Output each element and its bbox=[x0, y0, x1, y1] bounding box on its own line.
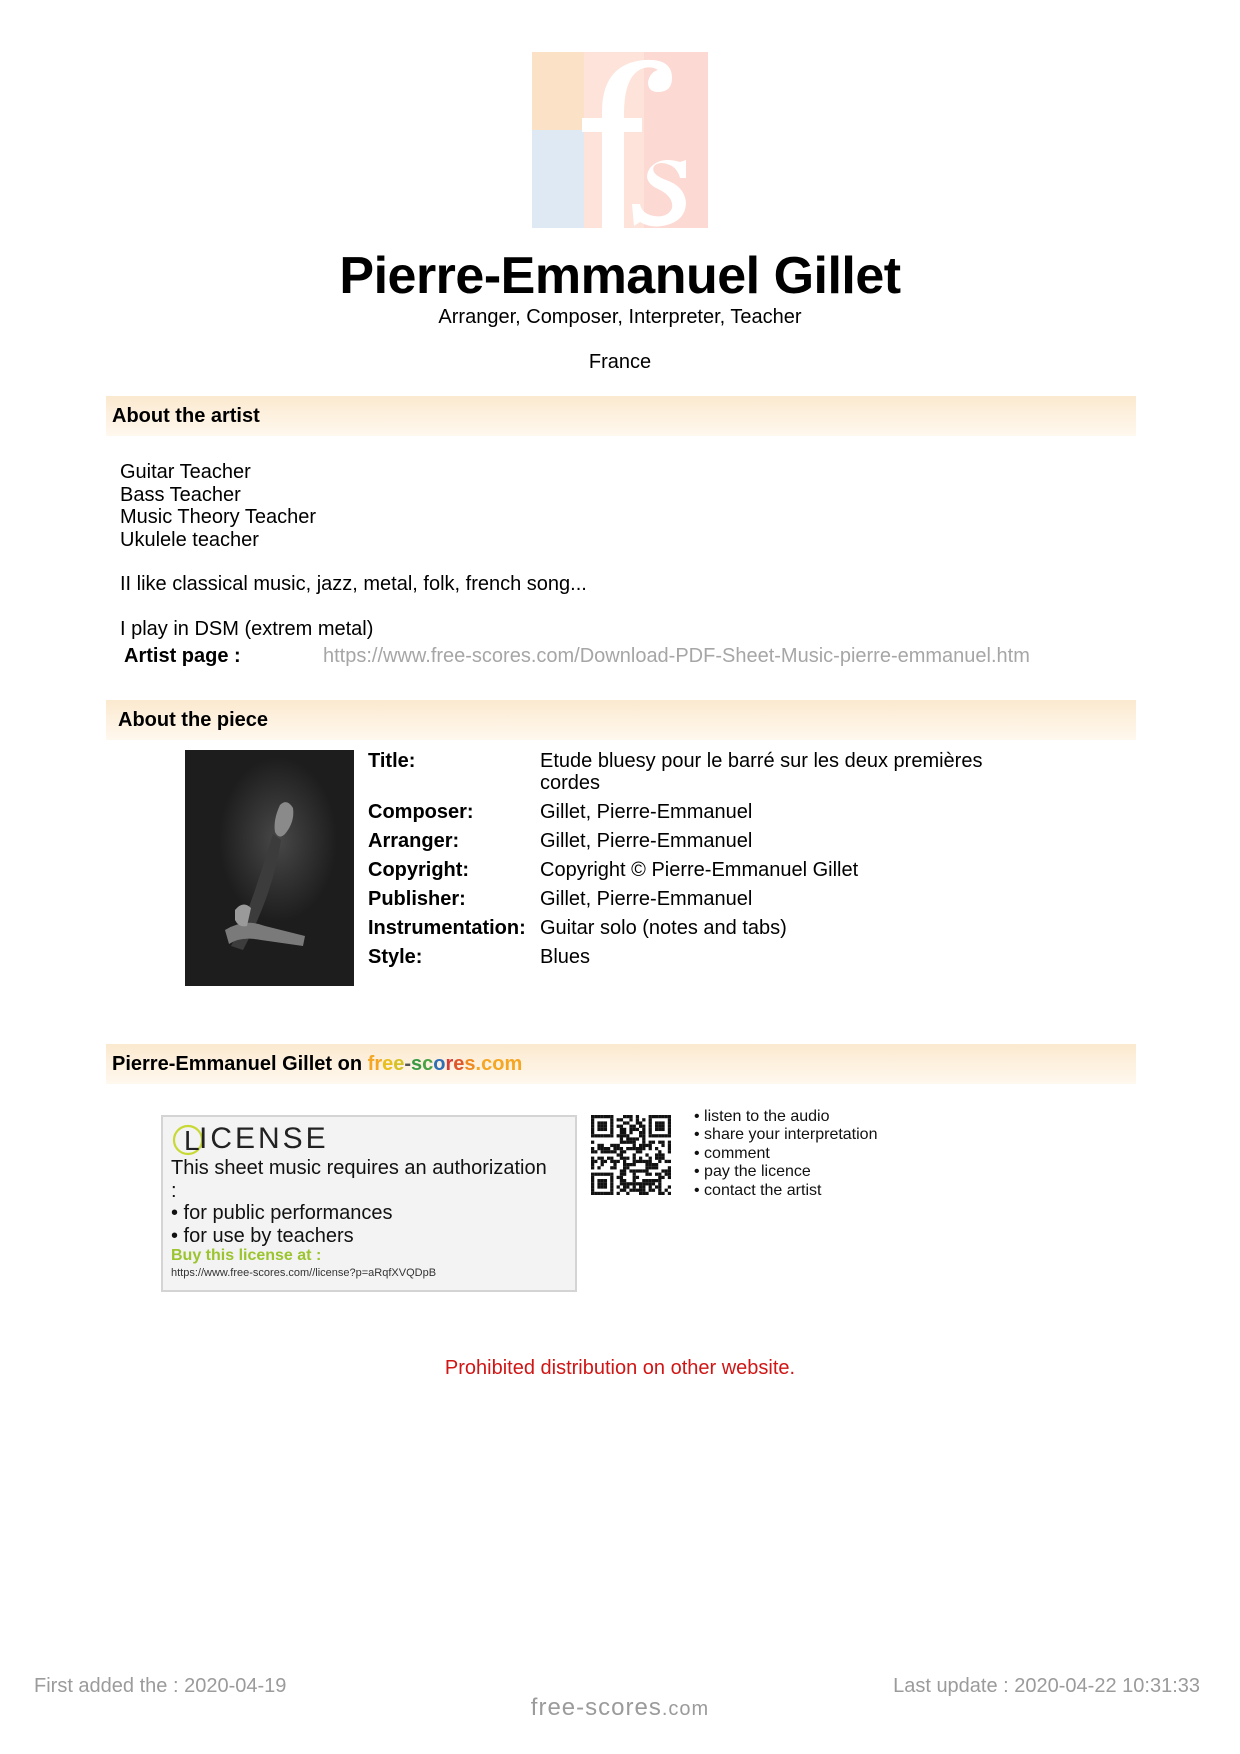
meta-row-instrumentation bbox=[368, 917, 1128, 946]
feature-item: • comment bbox=[694, 1144, 770, 1162]
meta-row-title bbox=[368, 750, 1128, 801]
title-value: Etude bluesy pour le barré sur les deux premières cordes bbox=[540, 750, 983, 794]
section-about-piece: About the piece bbox=[106, 700, 1136, 740]
meta-row-copyright bbox=[368, 859, 1128, 888]
meta-row-composer bbox=[368, 801, 1128, 830]
brand-letter: m bbox=[504, 1053, 523, 1075]
artist-name: Pierre-Emmanuel Gillet bbox=[339, 247, 901, 305]
title-label: Title: bbox=[368, 750, 416, 772]
artist-page-label: Artist page : bbox=[124, 645, 241, 667]
brand-letter: e bbox=[382, 1053, 394, 1075]
on-fs-prefix: Pierre-Emmanuel Gillet on bbox=[112, 1053, 363, 1075]
section-on-free-scores bbox=[106, 1044, 1136, 1084]
license-box bbox=[161, 1115, 577, 1292]
meta-row-style bbox=[368, 946, 1128, 975]
brand-letter: f bbox=[367, 1053, 375, 1075]
arranger-label: Arranger: bbox=[368, 830, 460, 852]
license-link[interactable]: https://www.free-scores.com//license?p=aRqfXVQDpB bbox=[171, 1267, 437, 1279]
section-about-artist: About the artist bbox=[106, 396, 1136, 436]
instrumentation-label: Instrumentation: bbox=[368, 917, 526, 939]
bio-line: Ukulele teacher bbox=[120, 528, 259, 551]
license-word: ICENSE bbox=[199, 1122, 329, 1155]
arranger-value: Gillet, Pierre-Emmanuel bbox=[540, 830, 753, 852]
prohibited-notice: Prohibited distribution on other website. bbox=[444, 1357, 796, 1379]
style-value: Blues bbox=[540, 946, 591, 968]
feature-item: • pay the licence bbox=[694, 1163, 811, 1181]
artist-roles: Arranger, Composer, Interpreter, Teacher bbox=[438, 306, 802, 328]
bio-line: Guitar Teacher bbox=[120, 461, 251, 483]
brand-letter: c bbox=[422, 1053, 434, 1075]
composer-value: Gillet, Pierre-Emmanuel bbox=[540, 801, 753, 823]
free-scores-logo bbox=[532, 52, 708, 228]
style-label: Style: bbox=[368, 946, 423, 968]
publisher-label: Publisher: bbox=[368, 888, 466, 910]
artist-country: France bbox=[588, 351, 652, 373]
copyright-label: Copyright: bbox=[368, 859, 470, 881]
footer-brand-domain: .com bbox=[661, 1698, 710, 1720]
meta-row-arranger bbox=[368, 830, 1128, 859]
footer-brand bbox=[0, 1694, 1240, 1722]
bio-likes: II like classical music, jazz, metal, folk, french song... bbox=[120, 573, 587, 595]
last-update-date: Last update : 2020-04-22 10:31:33 bbox=[893, 1675, 1200, 1697]
bio-plays: I play in DSM (extrem metal) bbox=[120, 618, 374, 640]
instrumentation-value: Guitar solo (notes and tabs) bbox=[540, 917, 787, 939]
brand-letter: r bbox=[374, 1053, 383, 1075]
artist-page-link[interactable]: https://www.free-scores.com/Download-PDF-Sheet-Music-pierre-emmanuel.htm bbox=[323, 645, 1030, 667]
artist-bio bbox=[120, 461, 316, 551]
footer-brand-main: free-scores bbox=[530, 1694, 662, 1721]
brand-letter: - bbox=[404, 1053, 412, 1075]
license-bullet: • for use by teachers bbox=[171, 1224, 354, 1247]
brand-letter: o bbox=[433, 1053, 446, 1075]
brand-letter: . bbox=[475, 1053, 482, 1075]
svg-text:L: L bbox=[184, 1125, 200, 1156]
license-text-colon: : bbox=[171, 1179, 177, 1202]
piece-photo bbox=[185, 750, 354, 986]
meta-row-publisher bbox=[368, 888, 1128, 917]
feature-item: • listen to the audio bbox=[694, 1108, 830, 1125]
license-bullet: • for public performances bbox=[171, 1202, 393, 1224]
free-scores-features bbox=[694, 1108, 877, 1200]
first-added-date: First added the : 2020-04-19 bbox=[34, 1675, 287, 1697]
brand-letter: o bbox=[492, 1053, 505, 1075]
free-scores-brand[interactable] bbox=[368, 1053, 523, 1075]
license-buy-label: Buy this license at : bbox=[171, 1247, 322, 1264]
bio-line: Music Theory Teacher bbox=[120, 506, 317, 528]
license-text: This sheet music requires an authorization bbox=[171, 1157, 547, 1179]
brand-letter: e bbox=[393, 1053, 405, 1075]
brand-letter: e bbox=[453, 1053, 465, 1075]
composer-label: Composer: bbox=[368, 801, 474, 823]
license-logo bbox=[171, 1121, 567, 1157]
publisher-value: Gillet, Pierre-Emmanuel bbox=[540, 888, 753, 910]
brand-letter: r bbox=[445, 1053, 454, 1075]
qr-code[interactable] bbox=[591, 1115, 671, 1195]
brand-letter: c bbox=[481, 1053, 493, 1075]
bio-line: Bass Teacher bbox=[120, 483, 241, 506]
copyright-value: Copyright © Pierre-Emmanuel Gillet bbox=[540, 859, 859, 881]
brand-letter: s bbox=[411, 1053, 423, 1075]
feature-item: • share your interpretation bbox=[694, 1126, 878, 1144]
feature-item: • contact the artist bbox=[694, 1181, 822, 1199]
brand-letter: s bbox=[464, 1053, 476, 1075]
piece-metadata bbox=[368, 750, 1128, 975]
